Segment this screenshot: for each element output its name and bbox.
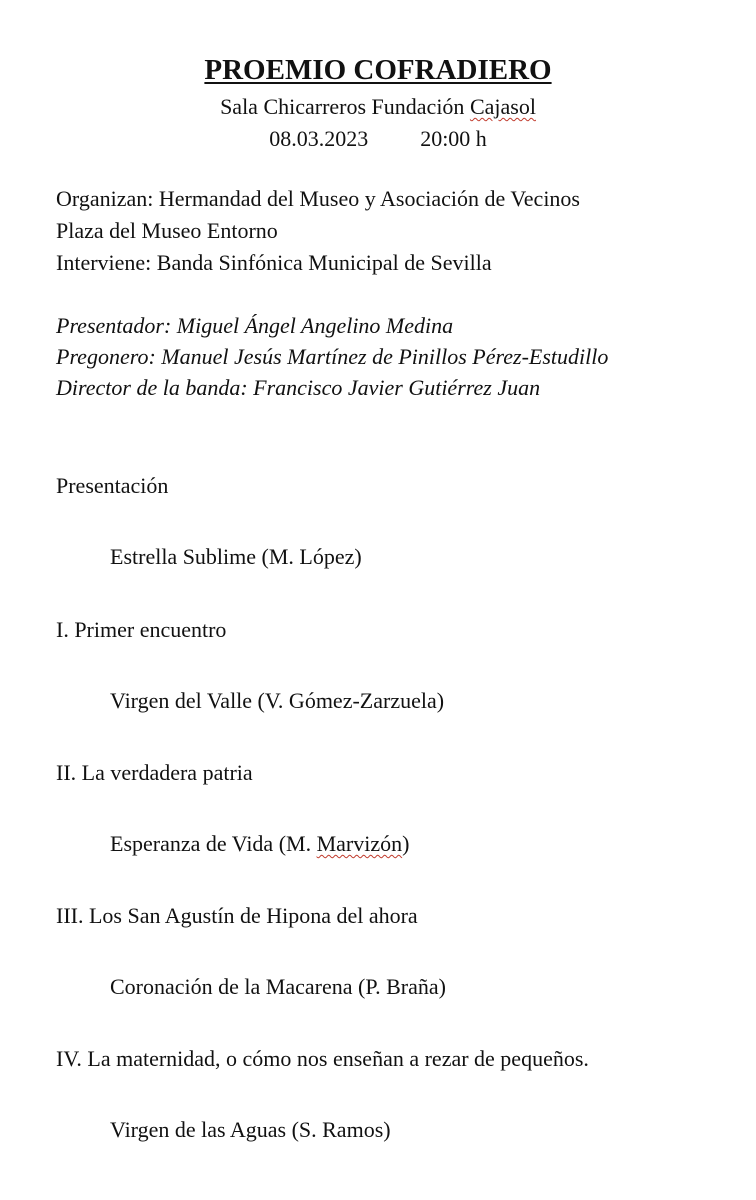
crier-line: Pregonero: Manuel Jesús Martínez de Pinillos Pérez-Estudillo bbox=[56, 344, 609, 369]
date-time-line bbox=[0, 126, 756, 152]
program-section: I. Primer encuentro bbox=[56, 617, 227, 642]
program-piece bbox=[110, 831, 409, 857]
venue-line bbox=[0, 94, 756, 120]
program-piece-text: Esperanza de Vida (M. bbox=[110, 831, 317, 856]
document-title: PROEMIO COFRADIERO bbox=[204, 54, 552, 86]
program-piece: Virgen del Valle (V. Gómez-Zarzuela) bbox=[110, 688, 445, 713]
program-piece: Estrella Sublime (M. López) bbox=[110, 544, 362, 569]
program-piece-close: ) bbox=[402, 831, 410, 856]
performer-line: Interviene: Banda Sinfónica Municipal de Sevilla bbox=[56, 250, 492, 275]
organizers-line-2: Plaza del Museo Entorno bbox=[56, 218, 278, 243]
program-piece-composer: Marvizón bbox=[316, 831, 403, 856]
venue-sponsor: Cajasol bbox=[469, 94, 536, 119]
program-piece: Virgen de las Aguas (S. Ramos) bbox=[110, 1117, 391, 1142]
event-date: 08.03.2023 bbox=[269, 126, 369, 151]
conductor-line: Director de la banda: Francisco Javier Gutiérrez Juan bbox=[56, 375, 541, 400]
organizers-line-1: Organizan: Hermandad del Museo y Asociación de Vecinos bbox=[56, 186, 580, 211]
presenter-line: Presentador: Miguel Ángel Angelino Medina bbox=[56, 313, 454, 338]
program-piece: Coronación de la Macarena (P. Braña) bbox=[110, 974, 446, 999]
program-section: III. Los San Agustín de Hipona del ahora bbox=[56, 903, 418, 928]
program-section: Presentación bbox=[56, 473, 169, 498]
program-section: IV. La maternidad, o cómo nos enseñan a rezar de pequeños. bbox=[56, 1046, 589, 1071]
venue-text: Sala Chicarreros Fundación bbox=[220, 94, 470, 119]
program-section: II. La verdadera patria bbox=[56, 760, 253, 785]
event-time: 20:00 h bbox=[420, 126, 487, 151]
